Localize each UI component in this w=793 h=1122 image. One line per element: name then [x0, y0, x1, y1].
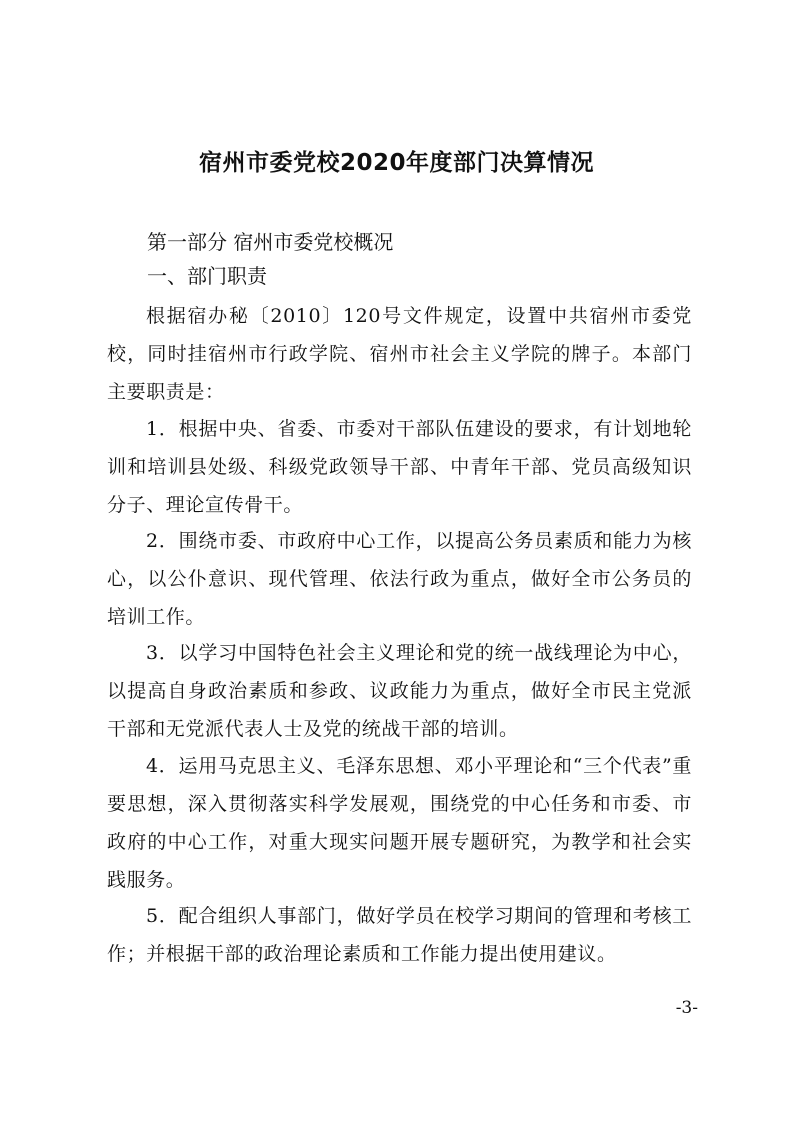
duty-item-3: 3．以学习中国特色社会主义理论和党的统一战线理论为中心，以提高自身政治素质和参政、议政能力为重点，做好全市民主党派干部和无党派代表人士及党的统战干部的培训。	[107, 642, 692, 740]
duty-item-5: 5．配合组织人事部门，做好学员在校学习期间的管理和考核工作；并根据干部的政治理论素质和工作能力提出使用建议。	[107, 905, 692, 965]
document-title: 宿州市委党校2020年度部门决算情况	[198, 150, 594, 176]
intro-paragraph: 根据宿办秘〔2010〕120号文件规定，设置中共宿州市委党校，同时挂宿州市行政学院、宿州市社会主义学院的牌子。本部门主要职责是：	[107, 305, 692, 403]
duty-item-1: 1．根据中央、省委、市委对干部队伍建设的要求，有计划地轮训和培训县处级、科级党政领导干部、中青年干部、党员高级知识分子、理论宣传骨干。	[107, 418, 692, 516]
duty-item-2: 2．围绕市委、市政府中心工作，以提高公务员素质和能力为核心，以公仆意识、现代管理、依法行政为重点，做好全市公务员的培训工作。	[107, 530, 692, 628]
page-number: -3-	[675, 998, 698, 1018]
part-heading: 第一部分 宿州市委党校概况	[147, 230, 394, 254]
section-heading: 一、部门职责	[147, 264, 267, 288]
duty-item-4: 4．运用马克思主义、毛泽东思想、邓小平理论和“三个代表”重要思想，深入贯彻落实科学发展观，围绕党的中心任务和市委、市政府的中心工作，对重大现实问题开展专题研究，为教学和社会实践服务。	[107, 755, 692, 891]
